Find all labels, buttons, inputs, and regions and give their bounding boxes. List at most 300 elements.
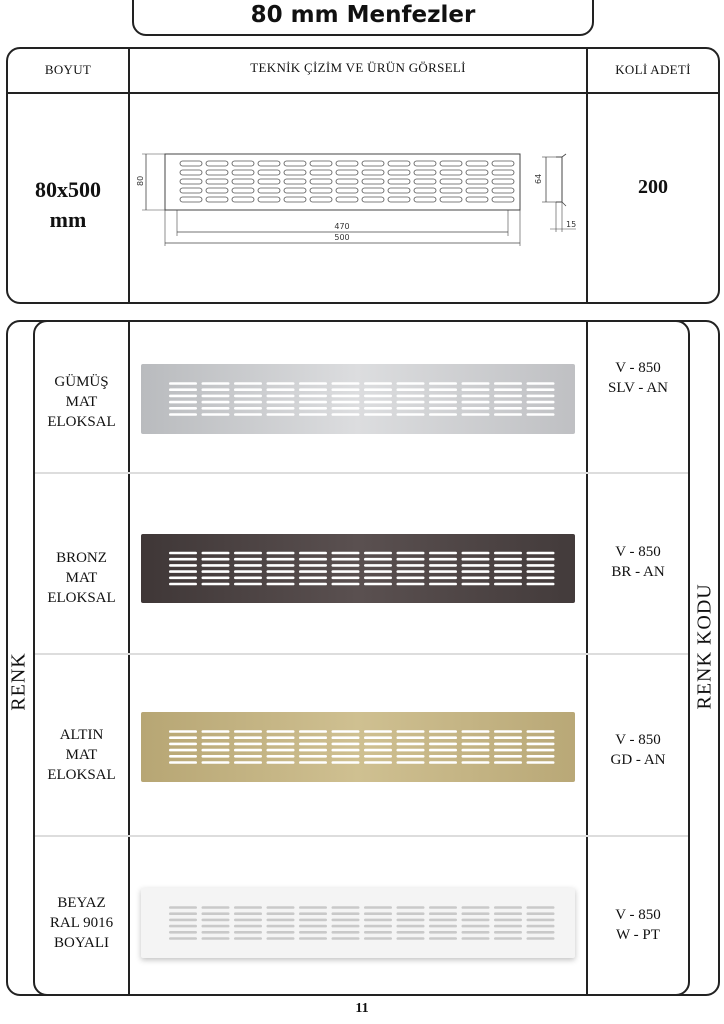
vent-slot	[494, 736, 522, 739]
vent-slot	[527, 743, 555, 746]
vent-slot	[462, 925, 490, 928]
header-size: BOYUT	[44, 62, 92, 77]
vent-slot	[397, 761, 425, 764]
drawing-slot	[258, 170, 280, 175]
vent-slot	[202, 931, 230, 934]
drawing-slot	[336, 197, 358, 202]
vent-slot	[267, 937, 295, 940]
vent-slot	[299, 912, 327, 915]
vent-slot	[364, 906, 392, 909]
vent-slot	[267, 552, 295, 555]
vent-slot	[527, 552, 555, 555]
vent-slot	[429, 395, 457, 398]
vent-slot	[397, 395, 425, 398]
vent-slot	[234, 755, 262, 758]
vent-slot	[494, 395, 522, 398]
drawing-slot	[466, 161, 488, 166]
vent-slot	[527, 931, 555, 934]
vent-slot	[429, 388, 457, 391]
vent-slot	[332, 736, 360, 739]
vent-slot	[202, 925, 230, 928]
vent-slot	[202, 382, 230, 385]
vent-slot	[494, 749, 522, 752]
variant-finish: MAT	[65, 747, 98, 763]
vent-slot	[169, 931, 197, 934]
vent-slot	[364, 401, 392, 404]
color-code	[588, 730, 688, 770]
variant-type: ELOKSAL	[47, 414, 116, 430]
vent-slot	[527, 583, 555, 586]
vent-slot	[234, 558, 262, 561]
vent-slot	[169, 749, 197, 752]
vent-slot	[429, 407, 457, 410]
vent-slot	[397, 570, 425, 573]
variant-name: ALTIN	[59, 727, 104, 743]
vent-slot	[332, 906, 360, 909]
vent-slot	[169, 730, 197, 733]
vent-slot	[234, 761, 262, 764]
vent-slot	[527, 761, 555, 764]
variant-label	[35, 372, 128, 432]
product-size-value: 80x500	[35, 177, 101, 202]
drawing-slot	[492, 170, 514, 175]
vent-slot	[429, 761, 457, 764]
vent-slot	[527, 919, 555, 922]
vent-slot	[267, 912, 295, 915]
vent-slot	[364, 755, 392, 758]
vent-slot	[462, 736, 490, 739]
vent-slot	[364, 388, 392, 391]
vent-slot	[462, 570, 490, 573]
vent-slot	[397, 937, 425, 940]
vent-slot	[267, 388, 295, 391]
vent-slot	[429, 925, 457, 928]
vent-slot	[202, 577, 230, 580]
dim-side-width-label: 15	[566, 220, 577, 229]
vent-slot	[234, 570, 262, 573]
vent-slot	[202, 755, 230, 758]
drawing-slot	[414, 170, 436, 175]
vent-slot	[267, 382, 295, 385]
variant-type: ELOKSAL	[47, 590, 116, 606]
vent-slot	[234, 564, 262, 567]
variant-type: ELOKSAL	[47, 767, 116, 783]
drawing-slot	[492, 197, 514, 202]
color-code-finish: W - PT	[616, 927, 660, 943]
vent-slot	[299, 743, 327, 746]
drawing-slot	[180, 161, 202, 166]
vent-slot	[494, 570, 522, 573]
vent-slot	[169, 761, 197, 764]
variant-name: BRONZ	[56, 550, 107, 566]
vent-slot	[169, 382, 197, 385]
drawing-slot	[362, 170, 384, 175]
vent-slot	[364, 558, 392, 561]
drawing-slot	[466, 188, 488, 193]
vent-slot	[494, 577, 522, 580]
color-col-divider-2	[586, 320, 588, 996]
vent-slot	[299, 564, 327, 567]
vent-slot	[494, 919, 522, 922]
vent-slot	[429, 552, 457, 555]
vent-slot	[527, 749, 555, 752]
vent-image-white	[141, 888, 575, 958]
drawing-slot	[466, 170, 488, 175]
vent-slot	[299, 413, 327, 416]
drawing-slot	[232, 170, 254, 175]
vent-slot	[332, 577, 360, 580]
vent-slot	[299, 919, 327, 922]
color-code-finish: SLV - AN	[607, 380, 669, 396]
dim-side-height-label: 64	[534, 173, 543, 184]
vent-slot	[299, 761, 327, 764]
vent-slot	[527, 925, 555, 928]
renk-kodu-label: RENK KODU	[693, 583, 716, 710]
page-number: 11	[355, 1001, 369, 1016]
vent-slot	[202, 395, 230, 398]
vent-slot	[494, 413, 522, 416]
vent-slot	[494, 912, 522, 915]
vent-slot	[429, 919, 457, 922]
vent-slot	[494, 564, 522, 567]
vent-slot	[397, 388, 425, 391]
color-code-finish: GD - AN	[610, 752, 666, 768]
vent-slot	[527, 577, 555, 580]
vent-slot	[267, 749, 295, 752]
vent-slot	[332, 401, 360, 404]
vent-slot	[267, 761, 295, 764]
drawing-slot	[440, 197, 462, 202]
vent-slot	[462, 761, 490, 764]
vent-slot	[397, 730, 425, 733]
vent-slot	[397, 912, 425, 915]
vent-slot	[397, 413, 425, 416]
vent-slot	[397, 577, 425, 580]
vent-slot	[299, 755, 327, 758]
drawing-slot	[440, 179, 462, 184]
drawing-slot	[414, 197, 436, 202]
vent-slot	[364, 937, 392, 940]
drawing-slot	[284, 197, 306, 202]
vent-slot	[234, 937, 262, 940]
vent-slot	[202, 583, 230, 586]
vent-slot	[462, 749, 490, 752]
vent-slot	[527, 395, 555, 398]
vent-image-silver	[141, 364, 575, 434]
renk-label: RENK	[7, 652, 30, 711]
drawing-slot	[388, 170, 410, 175]
vent-slot	[494, 730, 522, 733]
vent-slot	[332, 937, 360, 940]
vent-slot	[397, 736, 425, 739]
vent-slot	[299, 925, 327, 928]
color-col-divider-1	[128, 320, 130, 996]
vent-slot	[397, 382, 425, 385]
vent-slot	[429, 564, 457, 567]
vent-slot	[299, 382, 327, 385]
drawing-slot	[336, 179, 358, 184]
vent-slot	[462, 912, 490, 915]
color-code-model: V - 850	[615, 360, 661, 376]
vent-slot	[364, 382, 392, 385]
vent-slot	[494, 937, 522, 940]
vent-slot	[169, 925, 197, 928]
vent-slot	[364, 570, 392, 573]
vent-slot	[234, 407, 262, 410]
vent-slot	[397, 749, 425, 752]
row-separator	[35, 835, 688, 837]
vent-slot	[267, 919, 295, 922]
color-code-model: V - 850	[615, 907, 661, 923]
vent-slot	[462, 558, 490, 561]
vent-slot	[169, 937, 197, 940]
vent-slot	[299, 937, 327, 940]
vent-slot	[527, 413, 555, 416]
color-code-model: V - 850	[615, 732, 661, 748]
vent-slot	[202, 743, 230, 746]
drawing-slot	[336, 188, 358, 193]
vent-slot	[202, 749, 230, 752]
vent-slot	[494, 743, 522, 746]
drawing-slot	[492, 179, 514, 184]
vent-slot	[397, 755, 425, 758]
vent-slot	[267, 583, 295, 586]
vent-slot	[462, 552, 490, 555]
vent-slot	[234, 552, 262, 555]
vent-slot	[429, 743, 457, 746]
vent-slot	[234, 730, 262, 733]
vent-slot	[299, 906, 327, 909]
vent-slot	[494, 906, 522, 909]
drawing-slot	[258, 179, 280, 184]
vent-slot	[332, 925, 360, 928]
drawing-slot	[232, 179, 254, 184]
drawing-slot	[388, 197, 410, 202]
vent-slot	[462, 743, 490, 746]
vent-slot	[267, 407, 295, 410]
vent-image-bronze	[141, 534, 575, 603]
vent-slot	[267, 906, 295, 909]
vent-slot	[202, 401, 230, 404]
vent-slot	[169, 919, 197, 922]
vent-slot	[267, 413, 295, 416]
vent-slot	[234, 413, 262, 416]
drawing-slot	[206, 197, 228, 202]
vent-slot	[332, 407, 360, 410]
vent-slot	[429, 382, 457, 385]
drawing-slot	[232, 197, 254, 202]
vent-slot	[462, 931, 490, 934]
vent-slot	[462, 577, 490, 580]
vent-slot	[332, 413, 360, 416]
drawing-slot	[492, 188, 514, 193]
vent-slot	[267, 736, 295, 739]
vent-slot	[332, 755, 360, 758]
drawing-slot	[232, 188, 254, 193]
variant-label	[35, 548, 128, 608]
vent-slot	[397, 583, 425, 586]
drawing-slot	[180, 197, 202, 202]
vent-slot	[202, 564, 230, 567]
vent-slot	[169, 407, 197, 410]
vent-slot	[332, 919, 360, 922]
vent-slot	[332, 558, 360, 561]
vent-slot	[429, 937, 457, 940]
page-title: 80 mm Menfezler	[250, 2, 476, 28]
vent-slot	[299, 583, 327, 586]
vent-slot	[494, 388, 522, 391]
vent-slot	[364, 743, 392, 746]
drawing-slot	[310, 197, 332, 202]
vent-slot	[202, 407, 230, 410]
vent-slot	[267, 931, 295, 934]
vent-slot	[202, 919, 230, 922]
variant-finish: RAL 9016	[49, 915, 114, 931]
vent-slot	[267, 925, 295, 928]
vent-slot	[364, 413, 392, 416]
vent-slot	[429, 401, 457, 404]
vent-slot	[299, 749, 327, 752]
vent-slot	[202, 937, 230, 940]
vent-slot	[202, 413, 230, 416]
vent-slot	[397, 931, 425, 934]
vent-slot	[202, 730, 230, 733]
vent-slot	[202, 906, 230, 909]
vent-slot	[202, 558, 230, 561]
vent-slot	[527, 401, 555, 404]
vent-slot	[494, 925, 522, 928]
vent-slot	[299, 395, 327, 398]
vent-slot	[462, 583, 490, 586]
vent-slot	[267, 401, 295, 404]
vent-slot	[332, 730, 360, 733]
vent-slot	[364, 564, 392, 567]
vent-slot	[234, 743, 262, 746]
drawing-slot	[310, 188, 332, 193]
vent-slot	[527, 382, 555, 385]
vent-slot	[234, 382, 262, 385]
vent-slot	[267, 743, 295, 746]
vent-slot	[267, 730, 295, 733]
color-code	[588, 542, 688, 582]
vent-slot	[234, 736, 262, 739]
vent-slot	[332, 583, 360, 586]
vent-slot	[202, 552, 230, 555]
vent-slot	[169, 755, 197, 758]
color-code-finish: BR - AN	[611, 564, 665, 580]
vent-slot	[169, 558, 197, 561]
vent-slot	[169, 388, 197, 391]
variant-finish: MAT	[65, 570, 98, 586]
product-size-unit: mm	[49, 207, 87, 232]
vent-slot	[494, 755, 522, 758]
color-code	[588, 358, 688, 398]
drawing-slot	[258, 197, 280, 202]
vent-slot	[169, 413, 197, 416]
drawing-slot	[492, 161, 514, 166]
vent-slot	[397, 925, 425, 928]
vent-slot	[527, 755, 555, 758]
drawing-slot	[440, 188, 462, 193]
vent-slot	[299, 401, 327, 404]
header-divider	[6, 92, 720, 94]
vent-slot	[527, 564, 555, 567]
variant-name: GÜMÜŞ	[54, 374, 109, 390]
vent-slot	[267, 577, 295, 580]
vent-slot	[169, 736, 197, 739]
drawing-slot	[336, 170, 358, 175]
vent-slot	[332, 395, 360, 398]
vent-slot	[462, 388, 490, 391]
technical-drawing	[130, 140, 586, 255]
vent-slot	[169, 401, 197, 404]
vent-slot	[462, 919, 490, 922]
drawing-slot	[206, 161, 228, 166]
vent-slot	[429, 906, 457, 909]
vent-slot	[202, 761, 230, 764]
vent-slot	[527, 388, 555, 391]
vent-slot	[202, 570, 230, 573]
drawing-slot	[284, 170, 306, 175]
variant-label	[35, 893, 128, 953]
vent-slot	[397, 401, 425, 404]
vent-slot	[462, 382, 490, 385]
drawing-slot	[284, 179, 306, 184]
row-separator	[35, 472, 688, 474]
vent-slot	[299, 570, 327, 573]
vent-slot	[364, 749, 392, 752]
vent-slot	[527, 736, 555, 739]
vent-slot	[429, 730, 457, 733]
variant-finish: MAT	[65, 394, 98, 410]
vent-slot	[234, 577, 262, 580]
vent-slot	[364, 912, 392, 915]
vent-slot	[169, 912, 197, 915]
vent-slot	[267, 570, 295, 573]
vent-slot	[169, 583, 197, 586]
drawing-slot	[284, 161, 306, 166]
header-qty: KOLİ ADETİ	[615, 62, 691, 77]
vent-slot	[364, 925, 392, 928]
row-separator	[35, 653, 688, 655]
vent-slot	[267, 395, 295, 398]
vent-slot	[527, 906, 555, 909]
vent-slot	[169, 552, 197, 555]
vent-image-gold	[141, 712, 575, 782]
vent-slot	[429, 413, 457, 416]
vent-slot	[169, 564, 197, 567]
drawing-slot	[440, 170, 462, 175]
vent-slot	[494, 761, 522, 764]
vent-slot	[332, 388, 360, 391]
vent-slot	[267, 564, 295, 567]
variant-name: BEYAZ	[57, 895, 106, 911]
vent-slot	[332, 743, 360, 746]
drawing-slot	[258, 161, 280, 166]
drawing-slot	[206, 179, 228, 184]
vent-slot	[429, 749, 457, 752]
dim-outer-label: 500	[334, 233, 350, 242]
product-qty: 200	[638, 176, 668, 198]
drawing-slot	[336, 161, 358, 166]
vent-slot	[397, 407, 425, 410]
vent-slot	[494, 407, 522, 410]
vent-slot	[299, 577, 327, 580]
drawing-slot	[206, 170, 228, 175]
vent-slot	[462, 937, 490, 940]
drawing-slot	[310, 161, 332, 166]
vent-slot	[462, 395, 490, 398]
